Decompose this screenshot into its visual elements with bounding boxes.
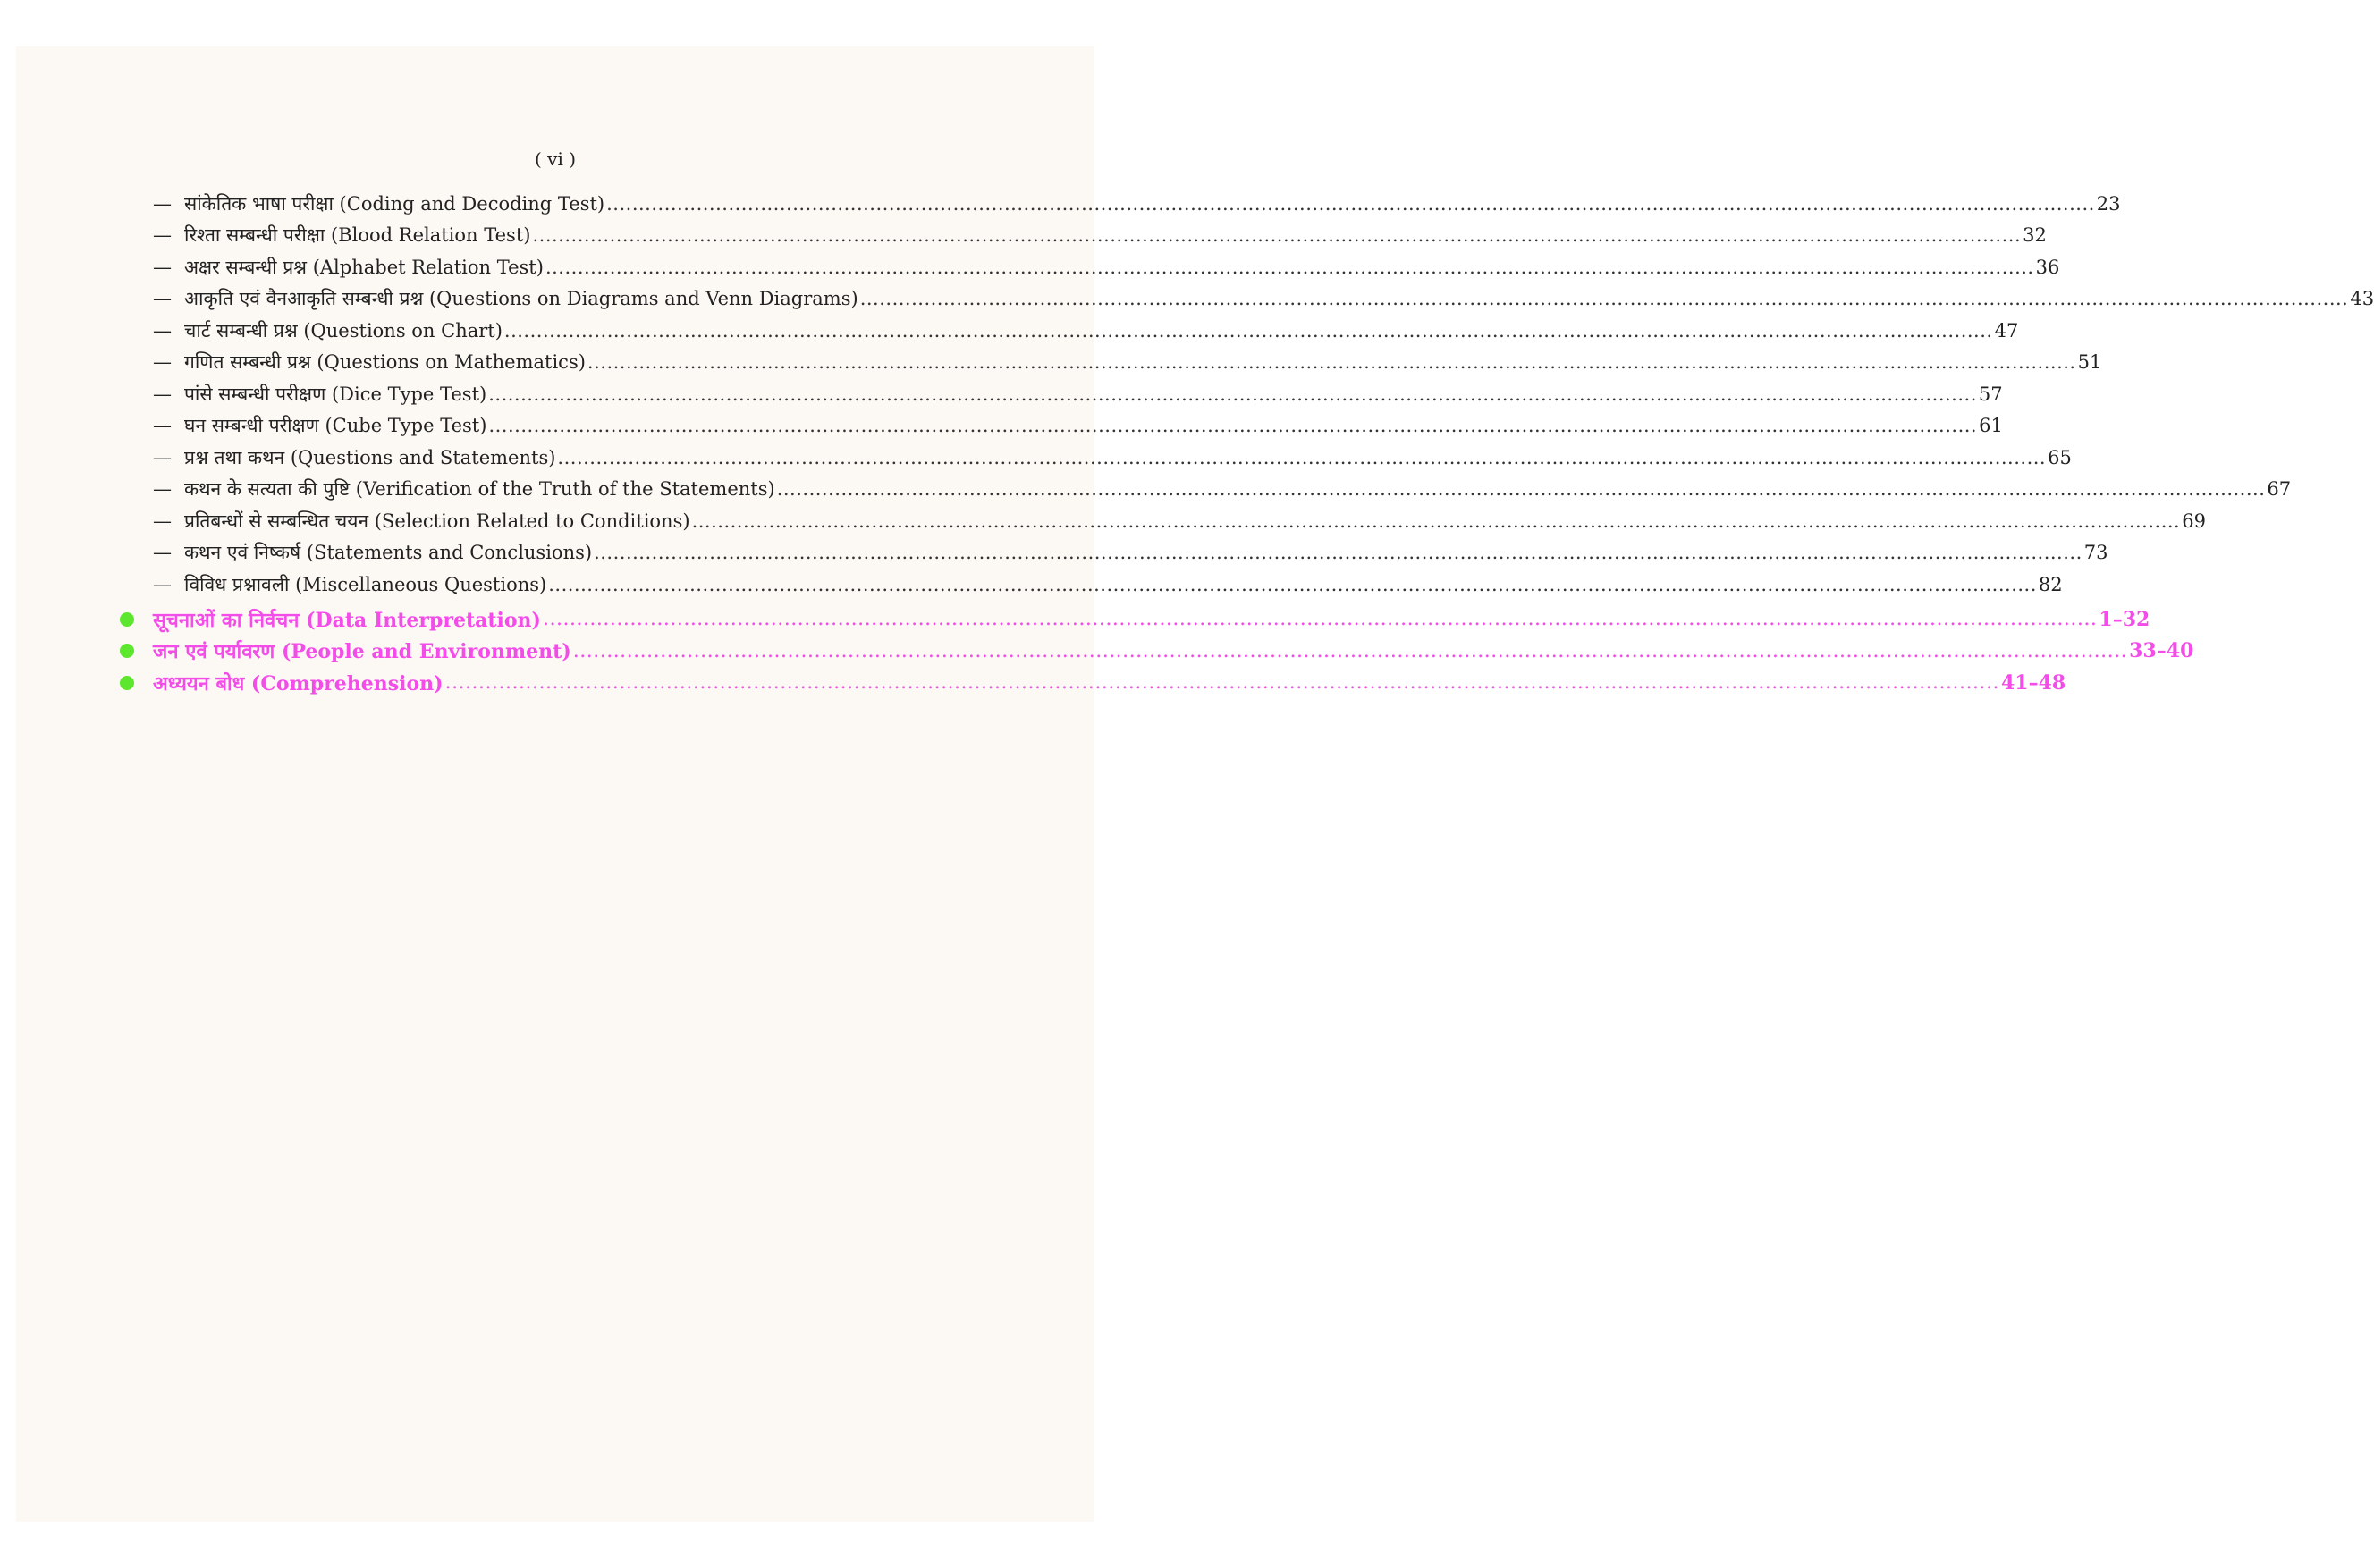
entry-title: रिश्ता सम्बन्धी परीक्षा (Blood Relation Test) xyxy=(184,224,531,247)
dash-marker: — xyxy=(153,573,172,595)
entry-page: 61 xyxy=(1979,415,2003,437)
section-title: अध्ययन बोध (Comprehension) xyxy=(153,671,444,695)
toc-sub-entry xyxy=(153,220,2047,252)
section-pages: 33–40 xyxy=(2129,639,2194,663)
entry-page: 73 xyxy=(2083,542,2108,564)
dash-marker: — xyxy=(153,383,172,405)
page-number: ( vi ) xyxy=(534,148,576,170)
dash-marker: — xyxy=(153,478,172,501)
entry-title: प्रतिबन्धों से सम्बन्धित चयन (Selection Related to Conditions) xyxy=(184,510,690,532)
dot-leader xyxy=(594,542,2083,563)
section-pages: 1–32 xyxy=(2099,607,2150,631)
entry-page: 69 xyxy=(2182,510,2206,532)
toc-sub-entry xyxy=(153,410,2003,443)
toc-sub-entry xyxy=(153,315,2019,347)
dash-marker: — xyxy=(153,446,172,468)
dot-leader xyxy=(860,288,2349,309)
entry-page: 65 xyxy=(2048,446,2072,468)
entry-page: 82 xyxy=(2038,573,2063,595)
dot-leader xyxy=(504,320,1993,341)
entry-page: 67 xyxy=(2267,478,2292,501)
entry-page: 57 xyxy=(1978,383,2003,405)
toc-main-entry xyxy=(120,603,2150,636)
dot-leader xyxy=(557,447,2046,468)
section-title: जन एवं पर्यावरण (People and Environment) xyxy=(153,640,571,664)
entry-page: 32 xyxy=(2023,224,2047,247)
dash-marker: — xyxy=(153,319,172,341)
entry-title: गणित सम्बन्धी प्रश्न (Questions on Mathematics) xyxy=(184,351,586,374)
entry-title: विविध प्रश्नावली (Miscellaneous Questions) xyxy=(184,573,547,595)
toc-main-entry xyxy=(120,667,2066,699)
dash-marker: — xyxy=(153,224,172,247)
entry-page: 51 xyxy=(2077,351,2102,374)
dot-leader xyxy=(545,257,2034,278)
toc-sub-entry xyxy=(153,569,2063,601)
green-bullet-icon xyxy=(120,612,134,627)
toc-sub-entry xyxy=(153,378,2003,410)
dot-leader xyxy=(488,384,1977,405)
dash-marker: — xyxy=(153,415,172,437)
toc-main-list xyxy=(120,603,2194,699)
entry-page: 23 xyxy=(2096,192,2121,215)
toc-sub-entry xyxy=(153,283,2374,316)
green-bullet-icon xyxy=(120,644,134,658)
dot-leader xyxy=(532,224,2021,246)
toc-main-entry xyxy=(120,636,2194,668)
entry-page: 43 xyxy=(2350,288,2374,310)
entry-title: चार्ट सम्बन्धी प्रश्न (Questions on Chart) xyxy=(184,319,503,341)
toc-sub-entry xyxy=(153,251,2060,283)
entry-title: आकृति एवं वैनआकृति सम्बन्धी प्रश्न (Questions on Diagrams and Venn Diagrams) xyxy=(184,288,858,310)
dot-leader xyxy=(587,351,2076,373)
toc-sub-entry xyxy=(153,505,2206,537)
dot-leader xyxy=(488,415,1977,436)
toc-sub-entry xyxy=(153,347,2102,379)
dash-marker: — xyxy=(153,192,172,215)
toc-sub-entry xyxy=(153,474,2292,506)
dot-leader xyxy=(445,671,1999,694)
dot-leader xyxy=(543,608,2097,630)
entry-page: 47 xyxy=(1994,319,2019,341)
dot-leader xyxy=(692,510,2181,532)
entry-title: पांसे सम्बन्धी परीक्षण (Dice Type Test) xyxy=(184,383,487,405)
entry-title: घन सम्बन्धी परीक्षण (Cube Type Test) xyxy=(184,415,487,437)
entry-title: कथन एवं निष्कर्ष (Statements and Conclusions) xyxy=(184,542,593,564)
section-pages: 41–48 xyxy=(2001,670,2066,695)
entry-title: अक्षर सम्बन्धी प्रश्न (Alphabet Relation Test) xyxy=(184,256,544,278)
entry-title: कथन के सत्यता की पुष्टि (Verification of the Truth of the Statements) xyxy=(184,478,775,501)
dot-leader xyxy=(606,193,2095,215)
toc-sub-entry xyxy=(153,442,2072,474)
toc-sub-entry xyxy=(153,188,2121,220)
green-bullet-icon xyxy=(120,676,134,690)
dash-marker: — xyxy=(153,542,172,564)
toc-sub-list xyxy=(153,188,2374,601)
dash-marker: — xyxy=(153,288,172,310)
dot-leader xyxy=(777,478,2266,500)
entry-title: प्रश्न तथा कथन (Questions and Statements) xyxy=(184,446,556,468)
dot-leader xyxy=(573,640,2127,662)
dash-marker: — xyxy=(153,510,172,532)
dash-marker: — xyxy=(153,351,172,374)
document-page xyxy=(16,46,2374,1522)
entry-title: सांकेतिक भाषा परीक्षा (Coding and Decoding Test) xyxy=(184,192,605,215)
section-title: सूचनाओं का निर्वचन (Data Interpretation) xyxy=(153,608,541,632)
dot-leader xyxy=(548,574,2037,595)
entry-page: 36 xyxy=(2035,256,2060,278)
toc-sub-entry xyxy=(153,537,2108,569)
dash-marker: — xyxy=(153,256,172,278)
